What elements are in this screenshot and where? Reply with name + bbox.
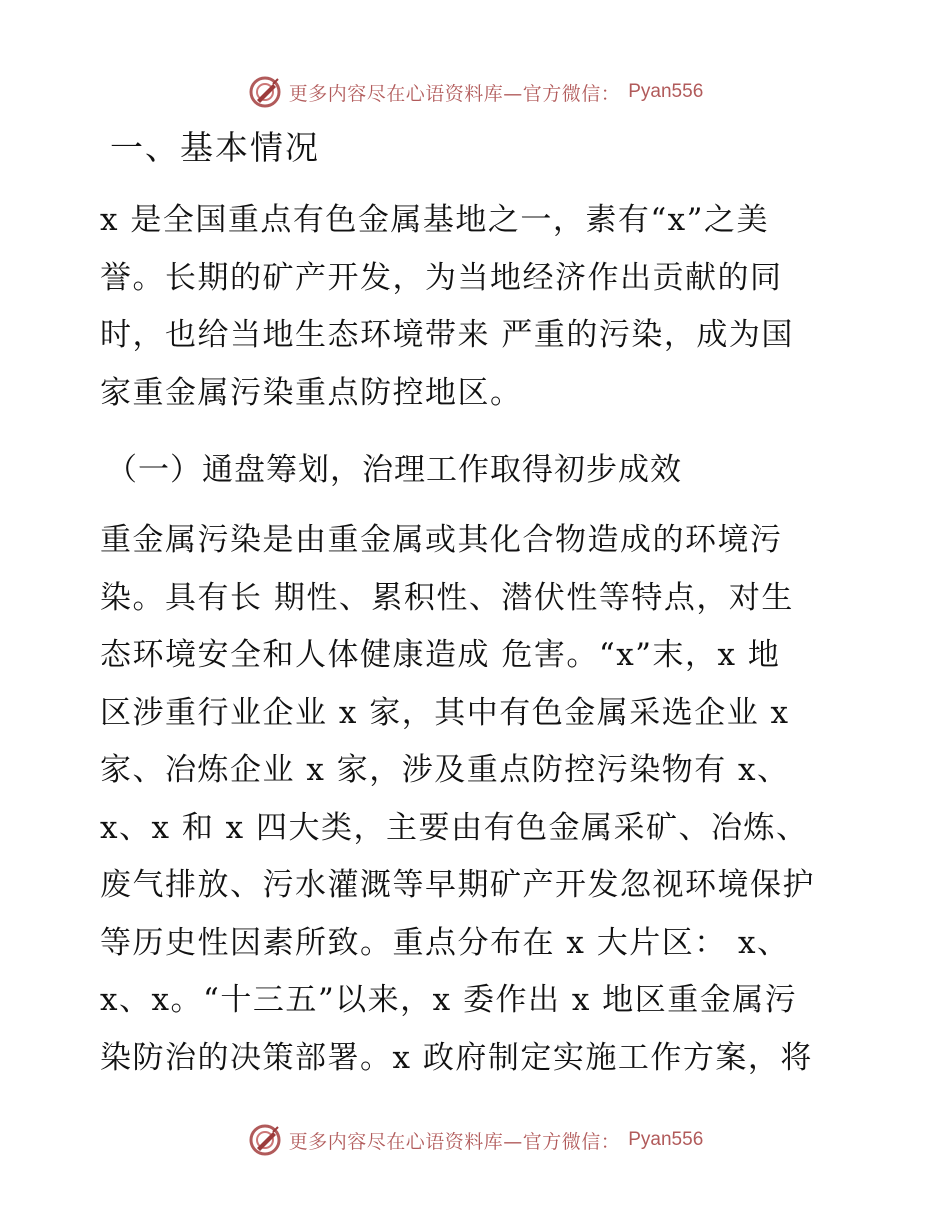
text-line: 家、冶炼企业 x 家，涉及重点防控污染物有 x、: [100, 752, 790, 788]
watermark-wechat-id: Pyan556: [628, 1129, 704, 1150]
pen-logo-icon: [247, 1122, 283, 1158]
text-line: 誉。长期的矿产开发，为当地经济作出贡献的同: [100, 259, 783, 296]
paragraph-1: [100, 192, 860, 422]
watermark-text: 更多内容尽在心语资料库—官方微信：: [288, 1130, 621, 1153]
text-line: x、x 和 x 四大类，主要由有色金属采矿、冶炼、: [100, 809, 809, 846]
text-line: 区涉重行业企业 x 家，其中有色金属采选企业 x: [100, 694, 790, 731]
watermark-banner-bottom: [0, 1120, 950, 1160]
text-line: x 是全国重点有色金属基地之一，素有“x”之美: [100, 202, 770, 238]
text-line: 家重金属污染重点防控地区。: [100, 374, 523, 411]
watermark-wechat-id: Pyan556: [628, 81, 704, 102]
text-line: 染防治的决策部署。x 政府制定实施工作方案，将: [100, 1039, 813, 1076]
subsection-heading: （一）通盘筹划，治理工作取得初步成效: [106, 452, 682, 488]
text-line: x、x。“十三五”以来，x 委作出 x 地区重金属污: [100, 982, 798, 1018]
watermark-text: 更多内容尽在心语资料库—官方微信：: [288, 82, 621, 105]
text-line: 态环境安全和人体健康造成 危害。“x”末，x 地: [100, 637, 781, 673]
text-line: 废气排放、污水灌溉等早期矿产开发忽视环境保护: [100, 867, 815, 903]
text-line: 时，也给当地生态环境带来 严重的污染，成为国: [100, 317, 794, 353]
section-heading-basic-situation: 一、基本情况: [110, 128, 320, 167]
text-line: 染。具有长 期性、累积性、潜伏性等特点，对生: [100, 579, 794, 616]
text-line: 重金属污染是由重金属或其化合物造成的环境污: [100, 522, 783, 558]
text-line: 等历史性因素所致。重点分布在 x 大片区： x、: [100, 924, 790, 961]
paragraph-2: [100, 512, 860, 1087]
